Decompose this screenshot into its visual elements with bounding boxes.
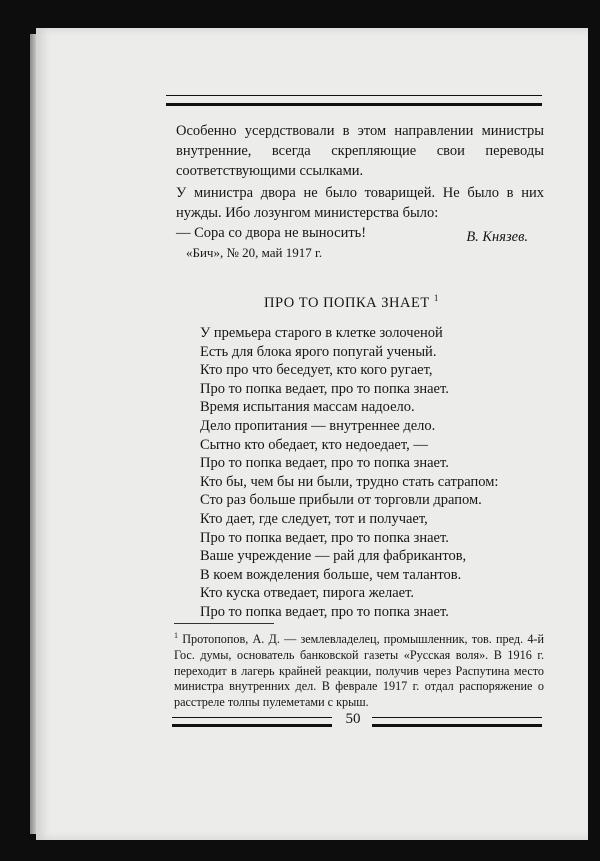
footnote [174, 628, 544, 711]
poem-line: Кто дает, где следует, тот и получает, [200, 510, 428, 527]
footnote-mark: 1 [174, 631, 178, 640]
poem-line: Время испытания массам надоело. [200, 399, 415, 416]
footnote-text: Протопопов, А. Д. — землевладелец, промышленник, тов. пред. 4-й Гос. думы, основатель банковской газеты «Русская воля». В 1916 г. переходит в лагерь крайней реакции, получив через Распутина место министра внутренних дел. В феврале 1917 г. отдал распоряжение о расстреле толпы пулеметами с крыш. [174, 632, 544, 710]
prose-block [176, 121, 544, 243]
prose-paragraph-1: Особенно усердствовали в этом направлении министры внутренние, всегда скрепляющие свои переводы соответствующими ссылками. [176, 123, 544, 179]
poem-line: Дело пропитания — внутреннее дело. [200, 417, 436, 434]
poem-line: Про то попка ведает, про то попка знает. [200, 380, 449, 397]
poem-line: У премьера старого в клетке золоченой [200, 325, 443, 341]
top-double-rule [166, 95, 542, 106]
poem-title [264, 293, 439, 312]
poem-line: Кто про что беседует, кто кого ругает, [200, 362, 433, 379]
poem-line: Ваше учреждение — рай для фабрикантов, [200, 548, 467, 565]
poem-title-text: ПРО ТО ПОПКА ЗНАЕТ [264, 294, 430, 311]
poem-line: Про то попка ведает, про то попка знает. [200, 455, 449, 472]
poem-line: Сытно кто обедает, кто недоедает, — [200, 436, 428, 453]
footnote-separator [174, 623, 274, 624]
source-citation: «Бич», № 20, май 1917 г. [186, 245, 323, 260]
poem-title-footnote-mark: 1 [433, 293, 439, 303]
poem-line: Сто раз больше прибыли от торговли драпом. [200, 492, 482, 509]
bottom-rule-right [372, 717, 542, 727]
poem-line: Про то попка ведает, про то попка знает. [200, 603, 449, 620]
page-number: 50 [345, 711, 361, 727]
prose-paragraph-2: У министра двора не было товарищей. Не было в них нужды. Ибо лозунгом министерства было: [176, 185, 544, 221]
bottom-rule-left [172, 717, 332, 727]
poem-line: Кто бы, чем бы ни были, трудно стать сатрапом: [200, 473, 499, 490]
author-signature: В. Князев. [466, 229, 528, 245]
poem-line: Кто куска отведает, пирога желает. [200, 585, 414, 602]
poem-line: Про то попка ведает, про то попка знает. [200, 529, 449, 546]
prose-paragraph-3: — Сора со двора не выносить! [176, 225, 367, 241]
poem-line: В коем вожделения больше, чем талантов. [200, 566, 462, 583]
poem-line: Есть для блока ярого попугай ученый. [200, 343, 437, 360]
poem-body [200, 324, 550, 622]
